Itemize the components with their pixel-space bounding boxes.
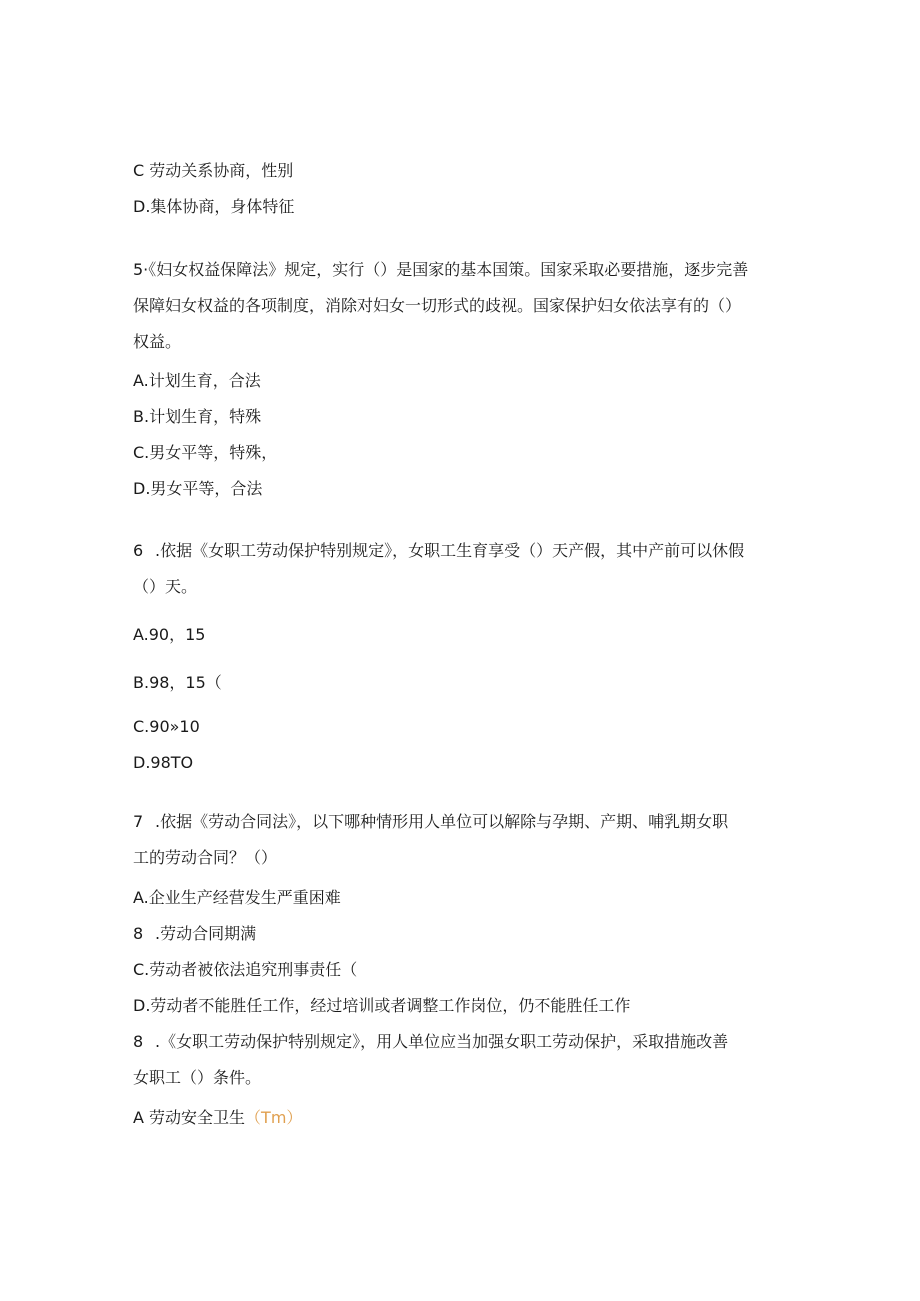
question-5-line-2: 保障妇女权益的各项制度，消除对妇女一切形式的歧视。国家保护妇女依法享有的（） (133, 296, 742, 315)
option-number: 8 (133, 924, 144, 943)
option-a-q7: A.企业生产经营发生严重困难 (133, 888, 341, 907)
option-d-q6: D.98TO (133, 753, 194, 772)
question-number: 8 (133, 1032, 144, 1051)
question-text: .依据《劳动合同法》，以下哪种情形用人单位可以解除与孕期、产期、哺乳期女职 (155, 812, 729, 831)
question-6-line-1 (133, 540, 744, 562)
question-8-line-1 (133, 1031, 728, 1053)
annotation-note: （Tm） (245, 1108, 303, 1127)
question-5-line-1: 5·《妇女权益保障法》规定，实行（）是国家的基本国策。国家采取必要措施，逐步完善 (133, 260, 749, 279)
question-text: .依据《女职工劳动保护特别规定》，女职工生育享受（）天产假，其中产前可以休假 (155, 541, 745, 560)
question-7-line-2: 工的劳动合同？（） (133, 848, 278, 867)
question-5-line-3: 权益。 (133, 332, 182, 351)
option-a-q5: A.计划生育，合法 (133, 371, 261, 390)
option-c-q4: C 劳动关系协商，性别 (133, 161, 294, 180)
option-c-q7: C.劳动者被依法追究刑事责任（ (133, 960, 358, 979)
option-b-q5: B.计划生育，特殊 (133, 407, 262, 426)
option-b-q7 (133, 923, 256, 945)
question-6-line-2: （）天。 (133, 577, 198, 596)
question-number: 6 (133, 541, 144, 560)
question-7-line-1 (133, 811, 728, 833)
option-d-q7: D.劳动者不能胜任工作，经过培训或者调整工作岗位，仍不能胜任工作 (133, 996, 631, 1015)
question-8-line-2: 女职工（）条件。 (133, 1068, 262, 1087)
question-number: 7 (133, 812, 144, 831)
option-a-q8 (133, 1107, 302, 1129)
option-text: .劳动合同期满 (155, 924, 257, 943)
option-d-q4: D.集体协商，身体特征 (133, 197, 295, 216)
option-text: A 劳动安全卫生 (133, 1108, 246, 1127)
option-c-q6: C.90»10 (133, 717, 200, 736)
option-d-q5: D.男女平等，合法 (133, 479, 263, 498)
option-c-q5: C.男女平等，特殊， (133, 443, 278, 462)
option-b-q6: B.98，15（ (133, 673, 222, 692)
option-a-q6: A.90，15 (133, 625, 206, 644)
question-text: .《女职工劳动保护特别规定》，用人单位应当加强女职工劳动保护，采取措施改善 (155, 1032, 729, 1051)
